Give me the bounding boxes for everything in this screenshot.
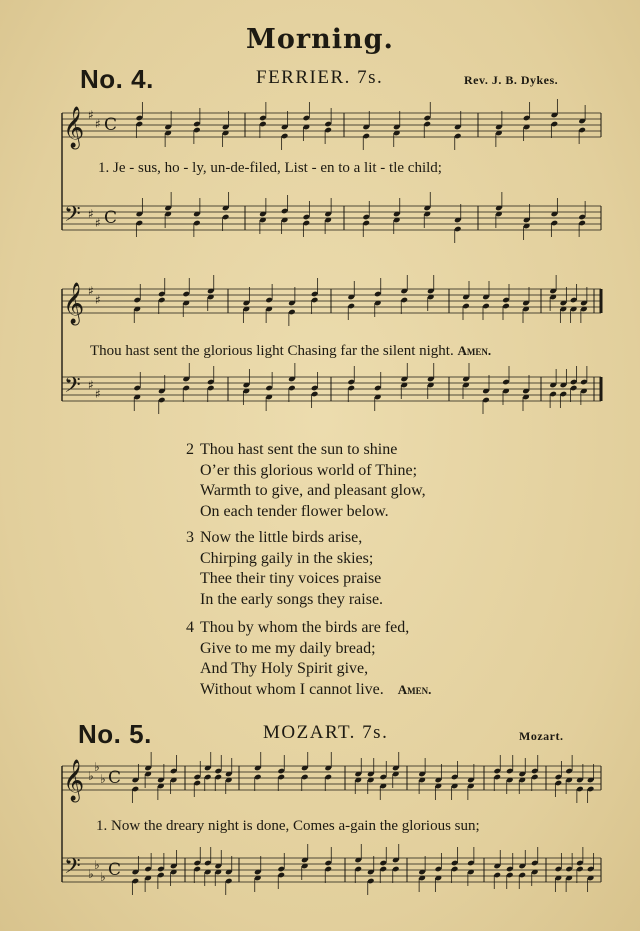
verse-number: 3 — [186, 529, 194, 546]
lyric-line — [90, 343, 491, 360]
flat-sign: ♭ — [100, 772, 106, 786]
verse — [186, 618, 431, 700]
time-signature: C — [108, 768, 122, 788]
verse — [186, 440, 426, 522]
verse-line: Warmth to give, and pleasant glow, — [200, 482, 426, 499]
time-signature: C — [104, 115, 118, 135]
sharp-sign: ♯ — [95, 293, 101, 307]
sharp-sign: ♯ — [95, 117, 101, 131]
verse-line: Without whom I cannot live. — [200, 680, 384, 698]
flat-sign: ♭ — [88, 769, 94, 783]
verse-line: Thee their tiny voices praise — [200, 570, 382, 587]
hymn-number: No. 5. — [78, 719, 152, 749]
verse-number: 4 — [186, 619, 194, 636]
page-title: Morning. — [246, 24, 394, 55]
verse-line: Give to me my daily bread; — [200, 639, 376, 657]
verse-line: Thou by whom the birds are fed, — [200, 619, 410, 636]
sharp-sign: ♯ — [88, 378, 94, 392]
lyric-line: 1. Je - sus, ho - ly, un-de-filed, List - en to a lit - tle child; — [98, 160, 442, 176]
flat-sign: ♭ — [100, 870, 106, 884]
sharp-sign: ♯ — [95, 387, 101, 401]
hymn-number: No. 4. — [80, 64, 154, 94]
lyric-text: Thou hast sent the glorious light Chasing far the silent night. — [90, 343, 454, 359]
time-signature: C — [108, 860, 122, 880]
treble-clef: 𝄞 — [63, 107, 85, 148]
verse-line: On each tender flower below. — [200, 502, 389, 520]
bass-clef: 𝄢 — [64, 373, 81, 403]
tune-name: FERRIER. 7s. — [256, 67, 384, 88]
bass-clef: 𝄢 — [64, 202, 81, 232]
verse-line: In the early songs they raise. — [200, 590, 384, 608]
amen-label: Amen. — [457, 343, 492, 358]
composer: Mozart. — [519, 729, 564, 743]
verse-line: And Thy Holy Spirit give, — [200, 660, 369, 677]
sharp-sign: ♯ — [88, 108, 94, 122]
composer: Rev. J. B. Dykes. — [464, 73, 559, 87]
verse-line: O’er this glorious world of Thine; — [200, 461, 418, 479]
sharp-sign: ♯ — [88, 207, 94, 221]
verse-line: Now the little birds arise, — [200, 529, 363, 546]
sharp-sign: ♯ — [88, 284, 94, 298]
treble-clef: 𝄞 — [63, 283, 85, 324]
bass-clef: 𝄢 — [64, 854, 81, 884]
verse-number: 2 — [186, 441, 194, 458]
verse-line: Chirping gaily in the skies; — [200, 549, 374, 567]
flat-sign: ♭ — [94, 760, 100, 774]
tune-name: MOZART. 7s. — [263, 722, 389, 743]
sharp-sign: ♯ — [95, 216, 101, 230]
flat-sign: ♭ — [94, 858, 100, 872]
flat-sign: ♭ — [88, 867, 94, 881]
amen-label: Amen. — [397, 681, 432, 697]
lyric-line: 1. Now the dreary night is done, Comes a-gain the glorious sun; — [96, 818, 480, 834]
time-signature: C — [104, 208, 118, 228]
verse-line: Thou hast sent the sun to shine — [200, 441, 398, 458]
verse — [186, 528, 383, 610]
treble-clef: 𝄞 — [63, 760, 85, 801]
